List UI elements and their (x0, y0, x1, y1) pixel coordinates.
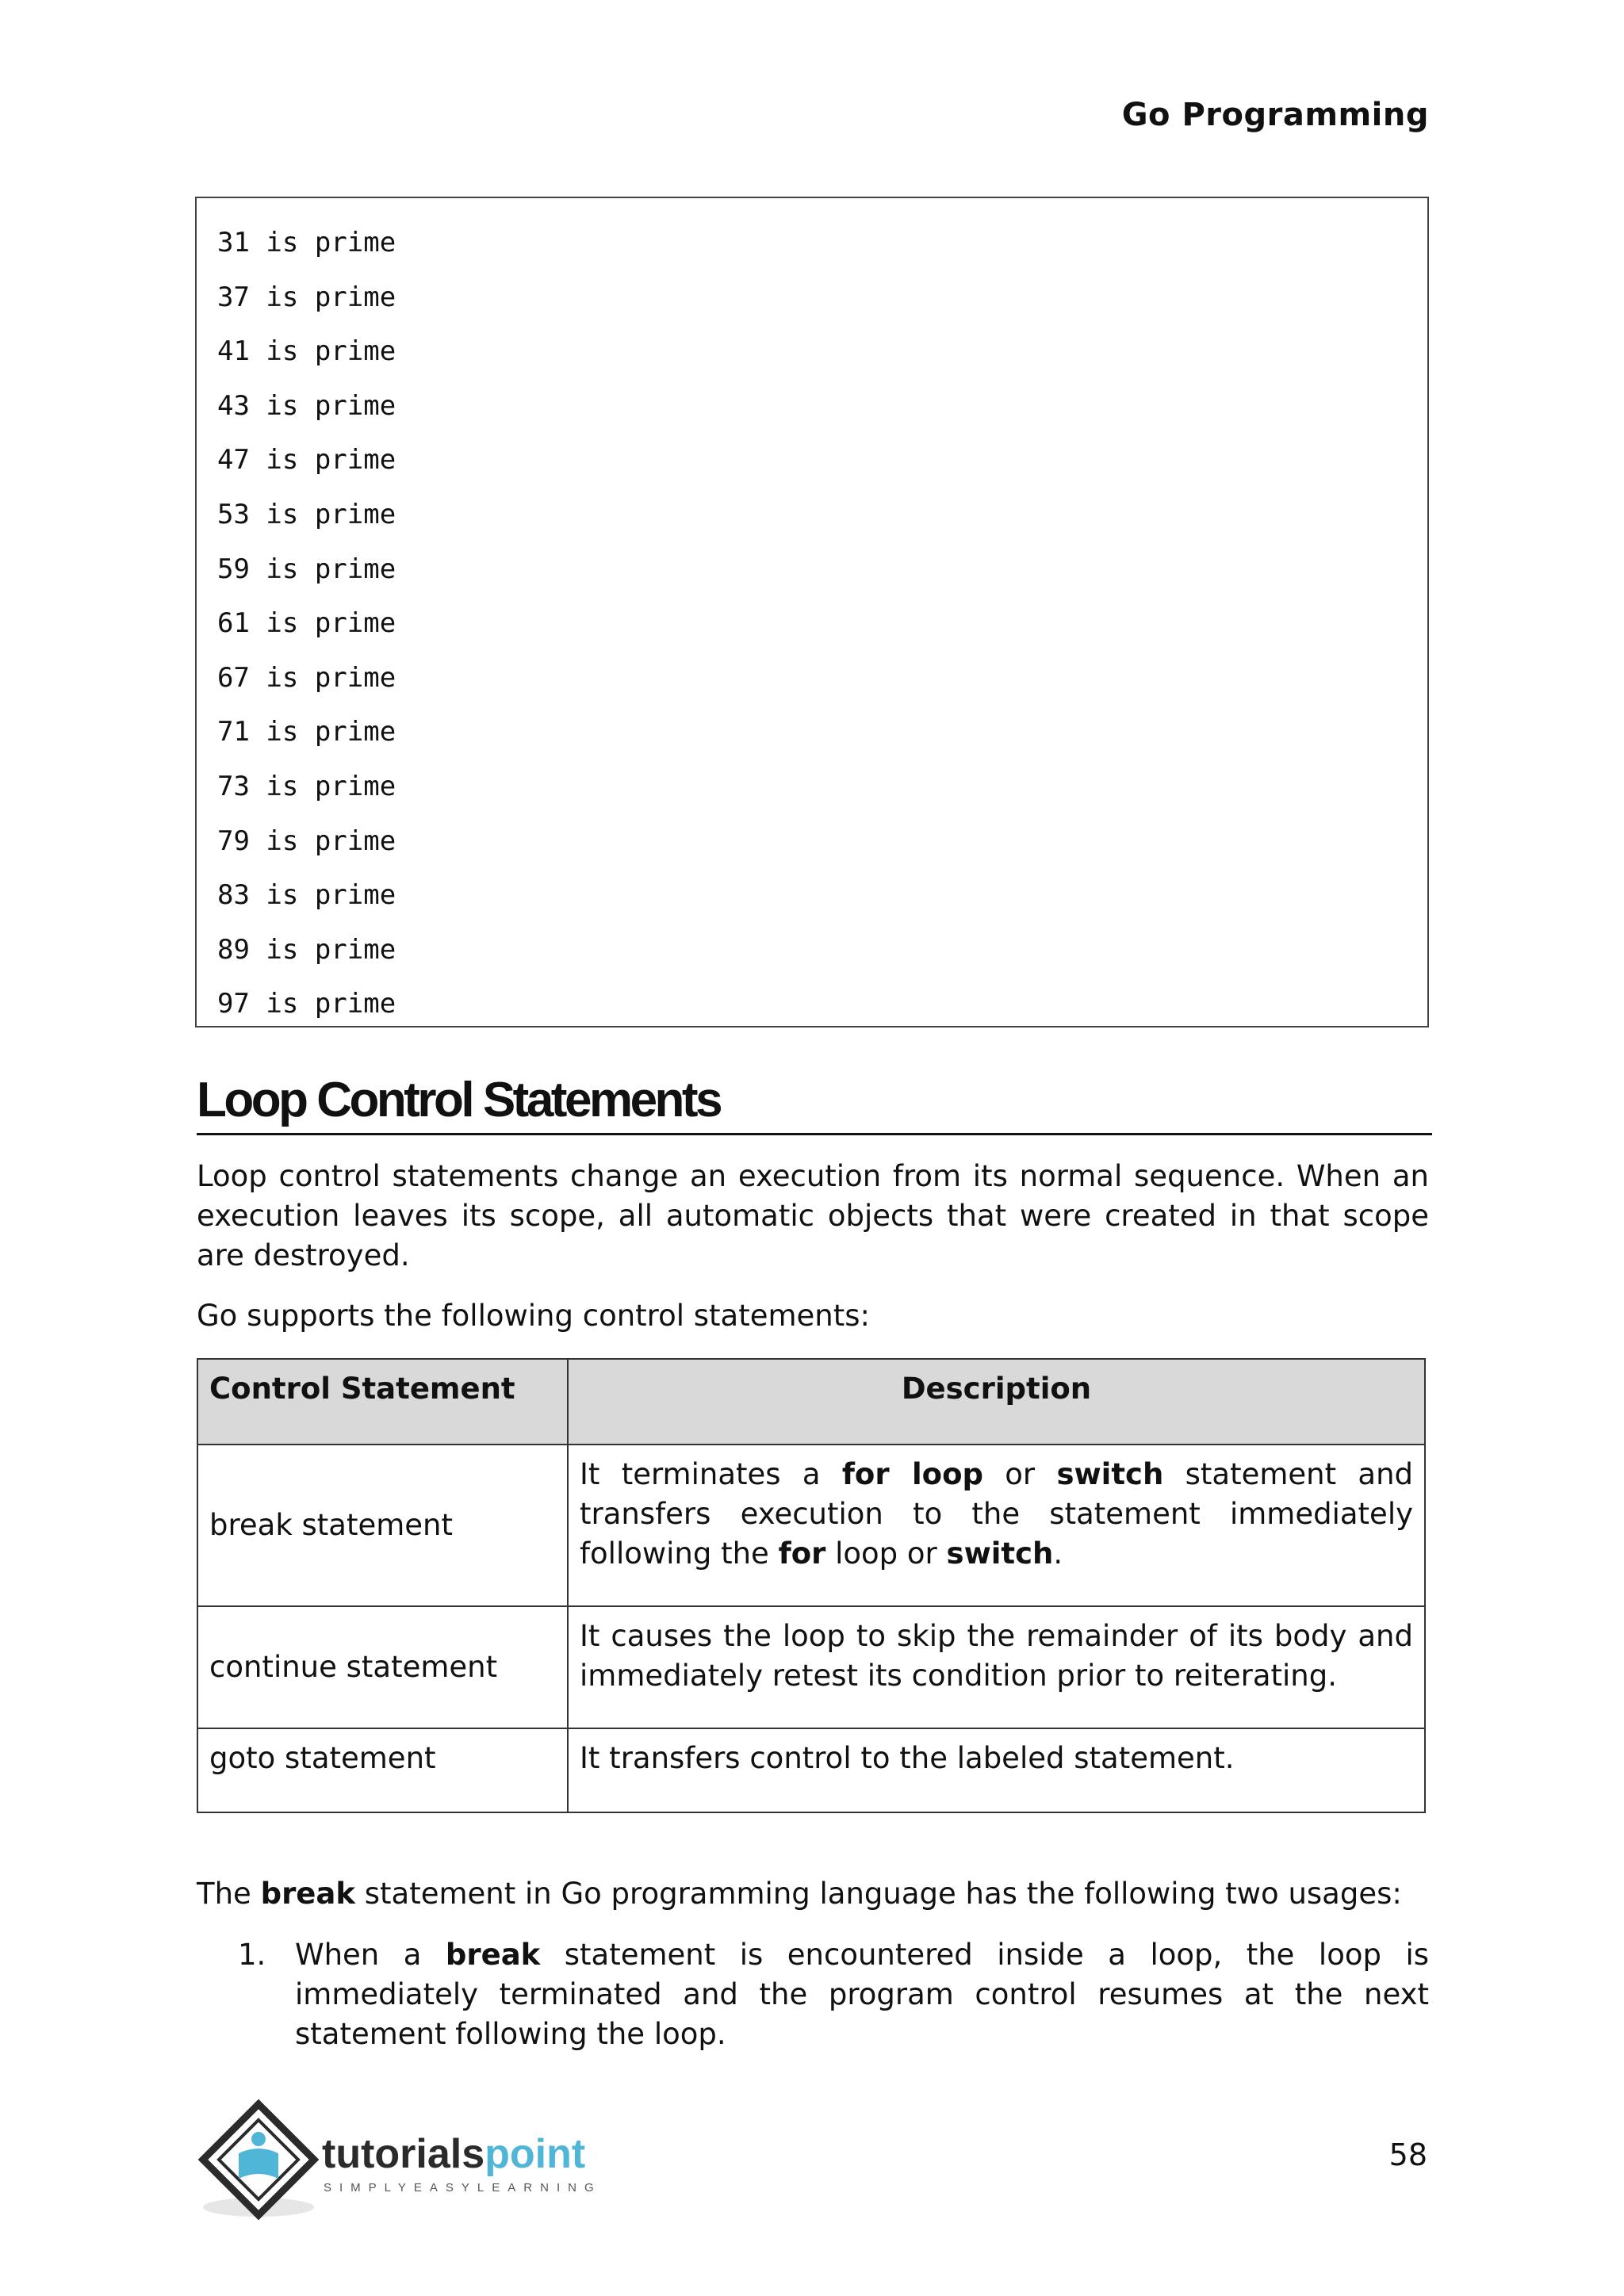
list-item-number: 1. (238, 1938, 266, 1972)
column-header-statement: Control Statement (197, 1359, 568, 1445)
table-row (197, 1606, 1425, 1728)
page-number: 58 (1388, 2137, 1427, 2172)
output-line: 67 is prime (217, 661, 396, 694)
logo-wordmark: tutorialspoint (322, 2131, 586, 2177)
statement-description-cell: It causes the loop to skip the remainder of its body and immediately retest its condition prior to reiterating. (568, 1606, 1425, 1728)
desc-text: or (983, 1457, 1057, 1491)
output-line: 47 is prime (217, 444, 396, 476)
table-row (197, 1445, 1425, 1606)
output-line: 43 is prime (217, 389, 396, 422)
list-item (238, 1935, 1429, 2054)
output-line: 89 is prime (217, 933, 396, 966)
page-header-title: Go Programming (1121, 97, 1429, 133)
table-row (197, 1728, 1425, 1812)
output-line: 71 is prime (217, 716, 396, 748)
output-line: 53 is prime (217, 498, 396, 530)
output-line: 83 is prime (217, 879, 396, 912)
statement-description-cell (568, 1445, 1425, 1606)
output-line: 37 is prime (217, 281, 396, 313)
desc-text: . (1053, 1536, 1063, 1571)
list-item-text (295, 1935, 1429, 2054)
program-output-box (195, 197, 1429, 1027)
output-line: 61 is prime (217, 607, 396, 640)
desc-text: loop or (825, 1536, 947, 1571)
list-keyword: break (445, 1938, 541, 1972)
para-text: The (197, 1877, 261, 1911)
output-line: 73 is prime (217, 770, 396, 802)
statement-name-cell: continue statement (197, 1606, 568, 1728)
desc-keyword: for loop (841, 1457, 983, 1491)
output-line: 79 is prime (217, 825, 396, 857)
supports-paragraph: Go supports the following control statements: (197, 1299, 870, 1333)
statement-name-cell: goto statement (197, 1728, 568, 1812)
logo-tagline: SIMPLYEASYLEARNING (324, 2181, 602, 2195)
output-line: 41 is prime (217, 335, 396, 368)
output-line: 59 is prime (217, 553, 396, 585)
desc-keyword: switch (946, 1536, 1054, 1571)
desc-keyword: switch (1056, 1457, 1164, 1491)
tutorialspoint-logo (195, 2098, 639, 2225)
list-text: statement is encountered inside a loop, the loop is immediately terminated and the program control resumes at the next statement following the loop. (295, 1938, 1429, 2051)
desc-text: It terminates a (580, 1457, 842, 1491)
logo-graphic (195, 2098, 639, 2225)
numbered-list (238, 1935, 1429, 2054)
para-keyword: break (260, 1877, 355, 1911)
logo-figure-icon (251, 2132, 266, 2146)
column-header-description: Description (568, 1359, 1425, 1445)
statement-description-cell: It transfers control to the labeled statement. (568, 1728, 1425, 1812)
control-statements-table (197, 1358, 1426, 1813)
para-text: statement in Go programming language has the following two usages: (354, 1877, 1402, 1911)
desc-keyword: for (778, 1536, 826, 1571)
break-usage-paragraph (197, 1874, 1429, 1914)
intro-paragraph: Loop control statements change an execution from its normal sequence. When an execution leaves its scope, all automatic objects that were created in that scope are destroyed. (197, 1159, 1429, 1272)
table-header-row (197, 1359, 1425, 1445)
output-line: 31 is prime (217, 227, 396, 258)
output-line: 97 is prime (217, 988, 396, 1020)
list-text: When a (295, 1938, 446, 1972)
desc-text: statement and transfers execution to the statement immediately following the (580, 1457, 1414, 1571)
statement-name-cell: break statement (197, 1445, 568, 1606)
section-heading: Loop Control Statements (197, 1072, 1432, 1135)
